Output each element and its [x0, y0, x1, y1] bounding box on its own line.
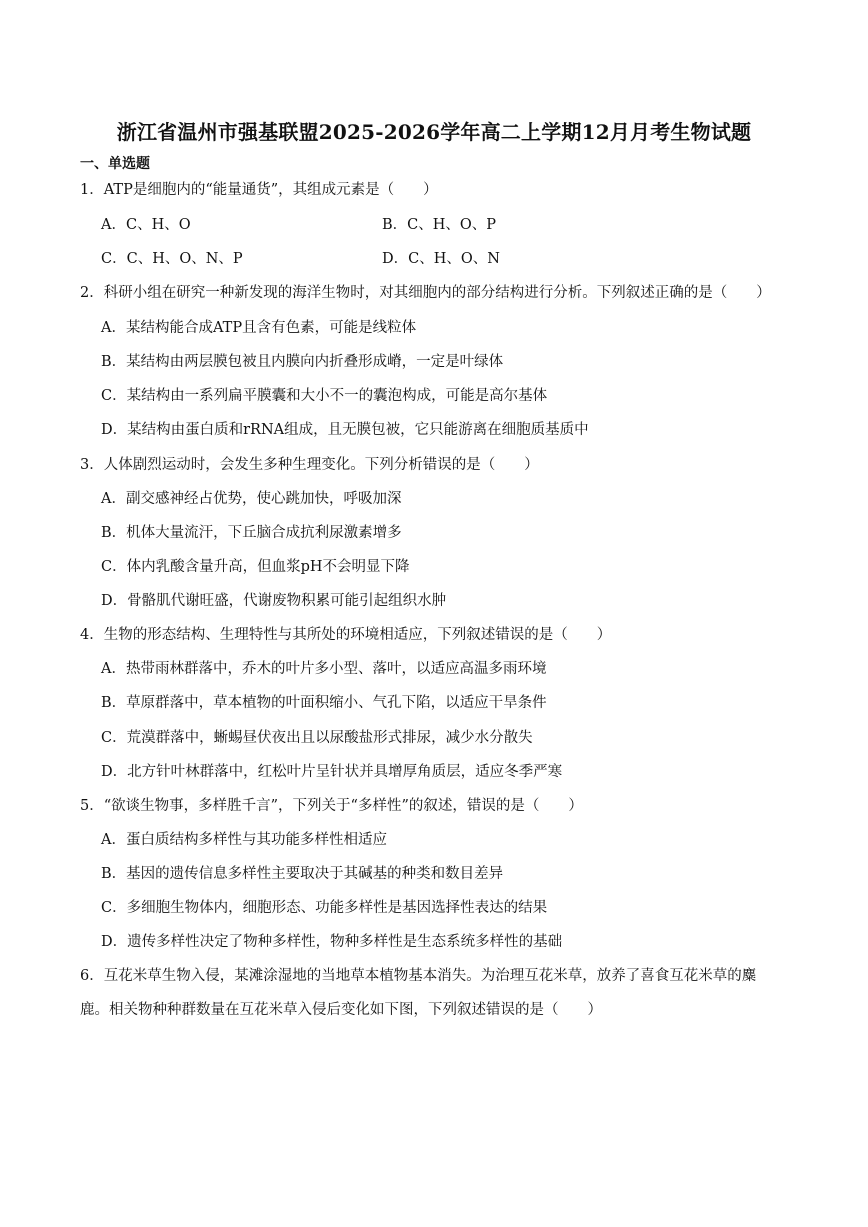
question-1-option-a: A．C、H、O [101, 217, 191, 233]
question-3-option-a: A．副交感神经占优势，使心跳加快，呼吸加深 [101, 491, 402, 507]
question-3-stem: 3．人体剧烈运动时，会发生多种生理变化。下列分析错误的是（ ） [80, 457, 539, 473]
question-2-stem: 2．科研小组在研究一种新发现的海洋生物时，对其细胞内的部分结构进行分析。下列叙述正确的是（ ） [80, 285, 771, 301]
question-6-stem-line-2: 鹿。相关物种种群数量在互花米草入侵后变化如下图，下列叙述错误的是（ ） [80, 1002, 602, 1018]
question-3-option-b: B．机体大量流汗，下丘脑合成抗利尿激素增多 [101, 525, 402, 541]
question-1-option-d: D．C、H、O、N [382, 251, 500, 267]
question-1-stem: 1．ATP是细胞内的“能量通货”，其组成元素是（ ） [80, 182, 438, 198]
question-5-option-d: D．遗传多样性决定了物种多样性，物种多样性是生态系统多样性的基础 [101, 934, 563, 950]
question-5-option-b: B．基因的遗传信息多样性主要取决于其碱基的种类和数目差异 [101, 866, 504, 882]
question-6-stem-line-1: 6．互花米草生物入侵，某滩涂湿地的当地草本植物基本消失。为治理互花米草，放养了喜食互花米草的麋 [80, 968, 757, 984]
question-1-option-b: B．C、H、O、P [382, 217, 497, 233]
question-1-option-c: C．C、H、O、N、P [101, 251, 243, 267]
question-2-option-a: A．某结构能合成ATP且含有色素，可能是线粒体 [101, 320, 417, 336]
question-4-stem: 4．生物的形态结构、生理特性与其所处的环境相适应，下列叙述错误的是（ ） [80, 627, 612, 643]
section-heading: 一、单选题 [80, 156, 150, 172]
question-5-option-a: A．蛋白质结构多样性与其功能多样性相适应 [101, 832, 387, 848]
question-4-option-a: A．热带雨林群落中，乔木的叶片多小型、落叶，以适应高温多雨环境 [101, 661, 547, 677]
question-4-option-d: D．北方针叶林群落中，红松叶片呈针状并具增厚角质层，适应冬季严寒 [101, 764, 563, 780]
question-3-option-c: C．体内乳酸含量升高，但血浆pH不会明显下降 [101, 559, 410, 575]
question-4-option-b: B．草原群落中，草本植物的叶面积缩小、气孔下陷，以适应干旱条件 [101, 695, 547, 711]
question-3-option-d: D．骨骼肌代谢旺盛，代谢废物积累可能引起组织水肿 [101, 593, 447, 609]
question-2-option-d: D．某结构由蛋白质和rRNA组成，且无膜包被，它只能游离在细胞质基质中 [101, 422, 589, 438]
question-5-stem: 5．“欲谈生物事，多样胜千言”，下列关于“多样性”的叙述，错误的是（ ） [80, 798, 583, 814]
question-2-option-b: B．某结构由两层膜包被且内膜向内折叠形成嵴，一定是叶绿体 [101, 354, 504, 370]
question-2-option-c: C．某结构由一系列扁平膜囊和大小不一的囊泡构成，可能是高尔基体 [101, 388, 548, 404]
page-title: 浙江省温州市强基联盟2025-2026学年高二上学期12月月考生物试题 [116, 120, 752, 144]
question-5-option-c: C．多细胞生物体内，细胞形态、功能多样性是基因选择性表达的结果 [101, 900, 548, 916]
question-4-option-c: C．荒漠群落中，蜥蜴昼伏夜出且以尿酸盐形式排尿，减少水分散失 [101, 730, 533, 746]
